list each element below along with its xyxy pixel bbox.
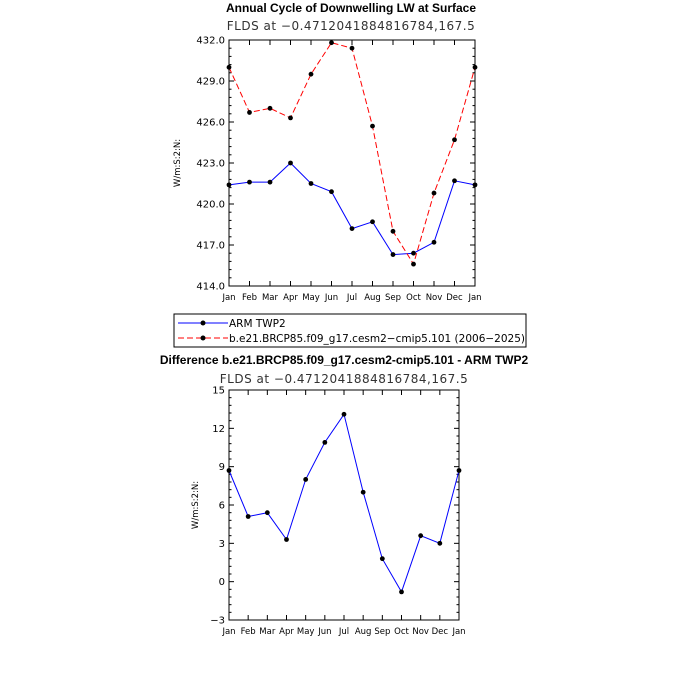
chart2-xtick-label-may: May (296, 627, 315, 637)
chart2-ytick-label: 12 (212, 423, 225, 435)
chart1-series-0-point (329, 189, 334, 194)
chart2-series-0-point (457, 468, 462, 473)
chart2-title: Difference b.e21.BRCP85.f09_g17.cesm2-cmip5.101 - ARM TWP2 (159, 353, 529, 367)
chart1-series-1-point (370, 124, 375, 129)
chart1-ytick-label: 420.0 (196, 199, 225, 211)
chart1-ytick-label: 429.0 (196, 76, 225, 88)
chart1-series-1-point (432, 191, 437, 196)
chart2-ytick-label: 9 (218, 462, 225, 474)
chart2-xtick-label-dec: Dec (431, 627, 449, 637)
chart1-ytick-label: 414.0 (196, 281, 225, 293)
chart1-series-0-point (391, 252, 396, 257)
chart2-series-0-point (361, 490, 366, 495)
chart2-xtick-label-feb: Feb (240, 627, 256, 637)
chart1-series-0-point (370, 219, 375, 224)
chart1-series-1-point (391, 229, 396, 234)
chart1-series-0-point (288, 161, 293, 166)
chart1-series-1-point (288, 116, 293, 121)
legend-label-arm-twp2: ARM TWP2 (229, 318, 286, 330)
chart2-ytick-label: 3 (218, 538, 225, 550)
chart2-series-0-point (246, 514, 251, 519)
chart1-title: Annual Cycle of Downwelling LW at Surface (225, 1, 477, 15)
chart2-xtick-label-nov: Nov (412, 627, 429, 637)
chart2-ytick-label: 6 (218, 500, 225, 512)
chart2-series-0-point (265, 510, 270, 515)
chart1-xtick-label-feb: Feb (241, 293, 258, 303)
chart2-series-0-point (284, 537, 289, 542)
chart2-ytick-label: −3 (210, 615, 225, 627)
chart1-xtick-label-sep: Sep (384, 293, 402, 303)
chart2-xtick-label-jan: Jan (222, 627, 236, 637)
chart2-ytick-label: 0 (218, 577, 225, 589)
chart1-series-1-point (247, 110, 252, 115)
chart2-y-axis-label: W/m:S:2:N: (191, 480, 201, 530)
chart1-series-1-point (329, 40, 334, 45)
chart1-series-0-point (268, 180, 273, 185)
chart1-xtick-label-oct: Oct (406, 293, 421, 303)
chart1-series-0-point (452, 178, 457, 183)
chart2-xtick-label-apr: Apr (279, 627, 294, 637)
chart1-series-1-point (227, 65, 232, 70)
chart2-xtick-label-aug: Aug (354, 627, 372, 637)
chart1-series-1-point (473, 65, 478, 70)
chart1-ytick-label: 417.0 (196, 240, 225, 252)
legend-marker-model (201, 336, 206, 341)
chart1-xtick-label-jan: Jan (468, 293, 482, 303)
chart1-y-axis-label: W/m:S:2:N: (173, 138, 183, 188)
chart1-xtick-label-apr: Apr (283, 293, 298, 303)
legend-marker-arm-twp2 (201, 321, 206, 326)
chart1-xtick-label-jan: Jan (222, 293, 236, 303)
chart1-ytick-label: 432.0 (196, 35, 225, 47)
chart2-xtick-label-jan: Jan (452, 627, 466, 637)
chart2-series-0-point (437, 541, 442, 546)
chart2-series-0-point (303, 477, 308, 482)
chart2-series-0-point (322, 440, 327, 445)
chart2-series-0-point (380, 556, 385, 561)
chart2-xtick-label-mar: Mar (259, 627, 276, 637)
chart2-series-0-point (342, 412, 347, 417)
chart1-series-1-point (452, 137, 457, 142)
chart1-xtick-label-nov: Nov (425, 293, 443, 303)
chart1-series-0-point (247, 180, 252, 185)
chart2-xtick-label-sep: Sep (374, 627, 391, 637)
chart1-series-0-point (432, 240, 437, 245)
chart1-series-1-point (411, 262, 416, 267)
chart1-legend (174, 314, 526, 347)
chart2-subtitle: FLDS at −0.4712041884816784,167.5 (219, 372, 469, 386)
legend-label-model: b.e21.BRCP85.f09_g17.cesm2−cmip5.101 (2006−2025) (229, 333, 525, 345)
chart1-series-1-point (350, 46, 355, 51)
chart1-series-0-point (411, 251, 416, 256)
chart1-xtick-label-may: May (302, 293, 320, 303)
chart2-xtick-label-oct: Oct (394, 627, 409, 637)
chart1-xtick-label-dec: Dec (446, 293, 463, 303)
chart1-subtitle: FLDS at −0.4712041884816784,167.5 (226, 19, 476, 33)
chart1-xtick-label-jul: Jul (346, 293, 358, 303)
chart2-xtick-label-jun: Jun (318, 627, 332, 637)
chart1-series-0-point (227, 182, 232, 187)
chart1-ytick-label: 423.0 (196, 158, 225, 170)
chart2-series-0-point (399, 589, 404, 594)
chart1-xtick-label-aug: Aug (364, 293, 381, 303)
chart1-ytick-label: 426.0 (196, 117, 225, 129)
chart1-series-0-point (309, 181, 314, 186)
chart2-xtick-label-jul: Jul (338, 627, 350, 637)
chart1-xtick-label-jun: Jun (324, 293, 339, 303)
chart1-xtick-label-mar: Mar (261, 293, 279, 303)
chart1-series-0-point (473, 182, 478, 187)
chart1-series-1-point (268, 106, 273, 111)
chart1-series-0-point (350, 226, 355, 231)
chart2-series-0-point (418, 533, 423, 538)
chart1-series-1-point (309, 72, 314, 77)
chart2-series-0-point (227, 468, 232, 473)
chart2-ytick-label: 15 (212, 385, 225, 397)
